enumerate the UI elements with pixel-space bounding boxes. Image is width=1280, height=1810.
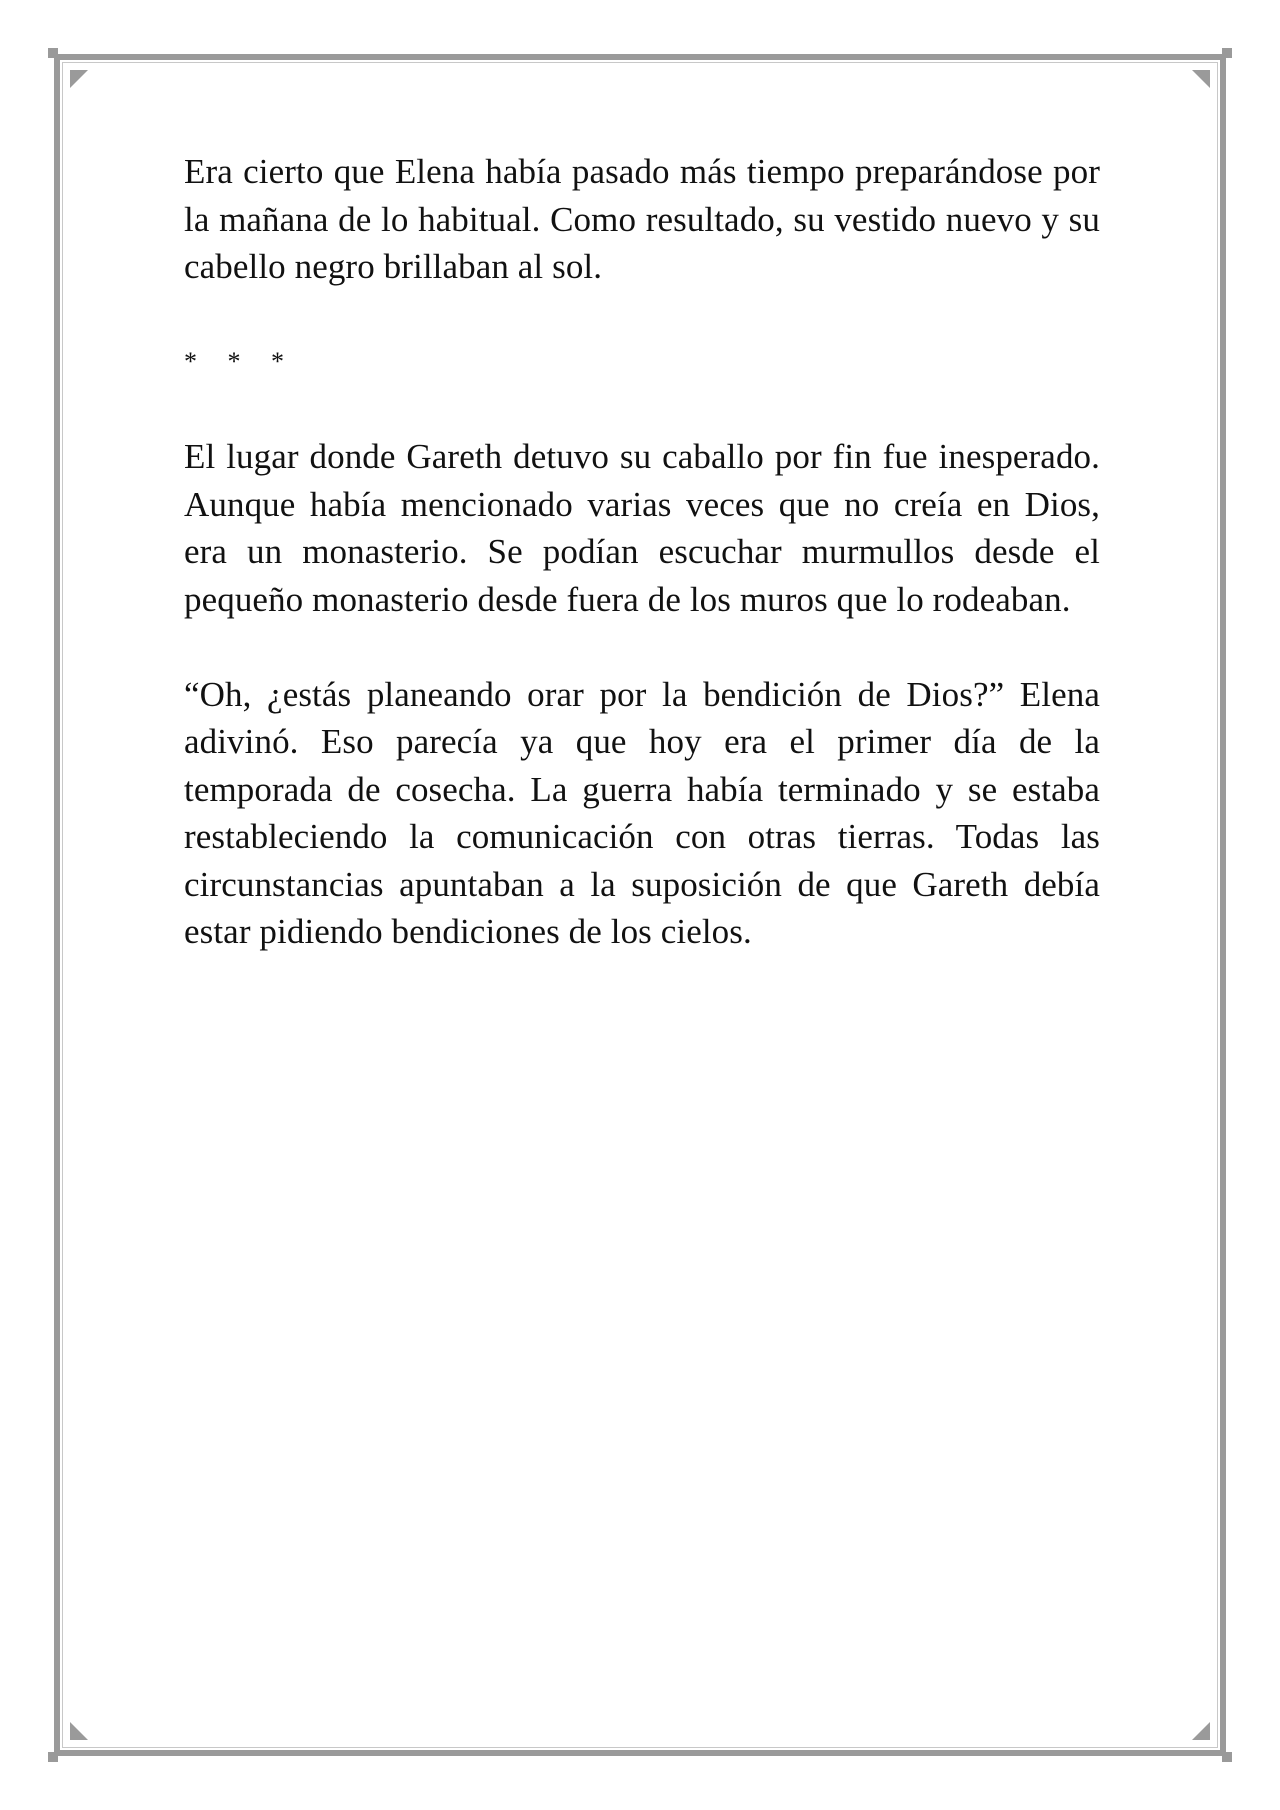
bottom-left-triangle-icon bbox=[70, 1722, 88, 1740]
paragraph-1: Era cierto que Elena había pasado más tiempo preparándose por la mañana de lo habitual. Como resultado, su vestido nuevo y su cabello negro brillaban al sol. bbox=[184, 152, 1100, 286]
top-right-ornament bbox=[1212, 48, 1232, 68]
bottom-left-ornament bbox=[48, 1742, 68, 1762]
paragraph-2: El lugar donde Gareth detuvo su caballo por fin fue inesperado. Aunque había mencionado varias veces que no creía en Dios, era un monasterio. Se podían escuchar murmullos desde el pequeño monasterio desde fuera de los muros que lo rodeaban. bbox=[184, 437, 1100, 619]
bottom-right-triangle-icon bbox=[1192, 1722, 1210, 1740]
top-left-triangle-icon bbox=[70, 70, 88, 88]
top-right-triangle-icon bbox=[1192, 70, 1210, 88]
paragraph-3: “Oh, ¿estás planeando orar por la bendición de Dios?” Elena adivinó. Eso parecía ya que hoy era el primer día de la temporada de cosecha. La guerra había terminado y se estaba restableciendo la comunicación con otras tierras. Todas las circunstancias apuntaban a la suposición de que Gareth debía estar pidiendo bendiciones de los cielos. bbox=[184, 674, 1100, 951]
top-left-ornament bbox=[48, 48, 68, 68]
document-body bbox=[184, 148, 1100, 956]
bottom-right-ornament bbox=[1212, 1742, 1232, 1762]
section-separator: * * * bbox=[184, 347, 296, 376]
